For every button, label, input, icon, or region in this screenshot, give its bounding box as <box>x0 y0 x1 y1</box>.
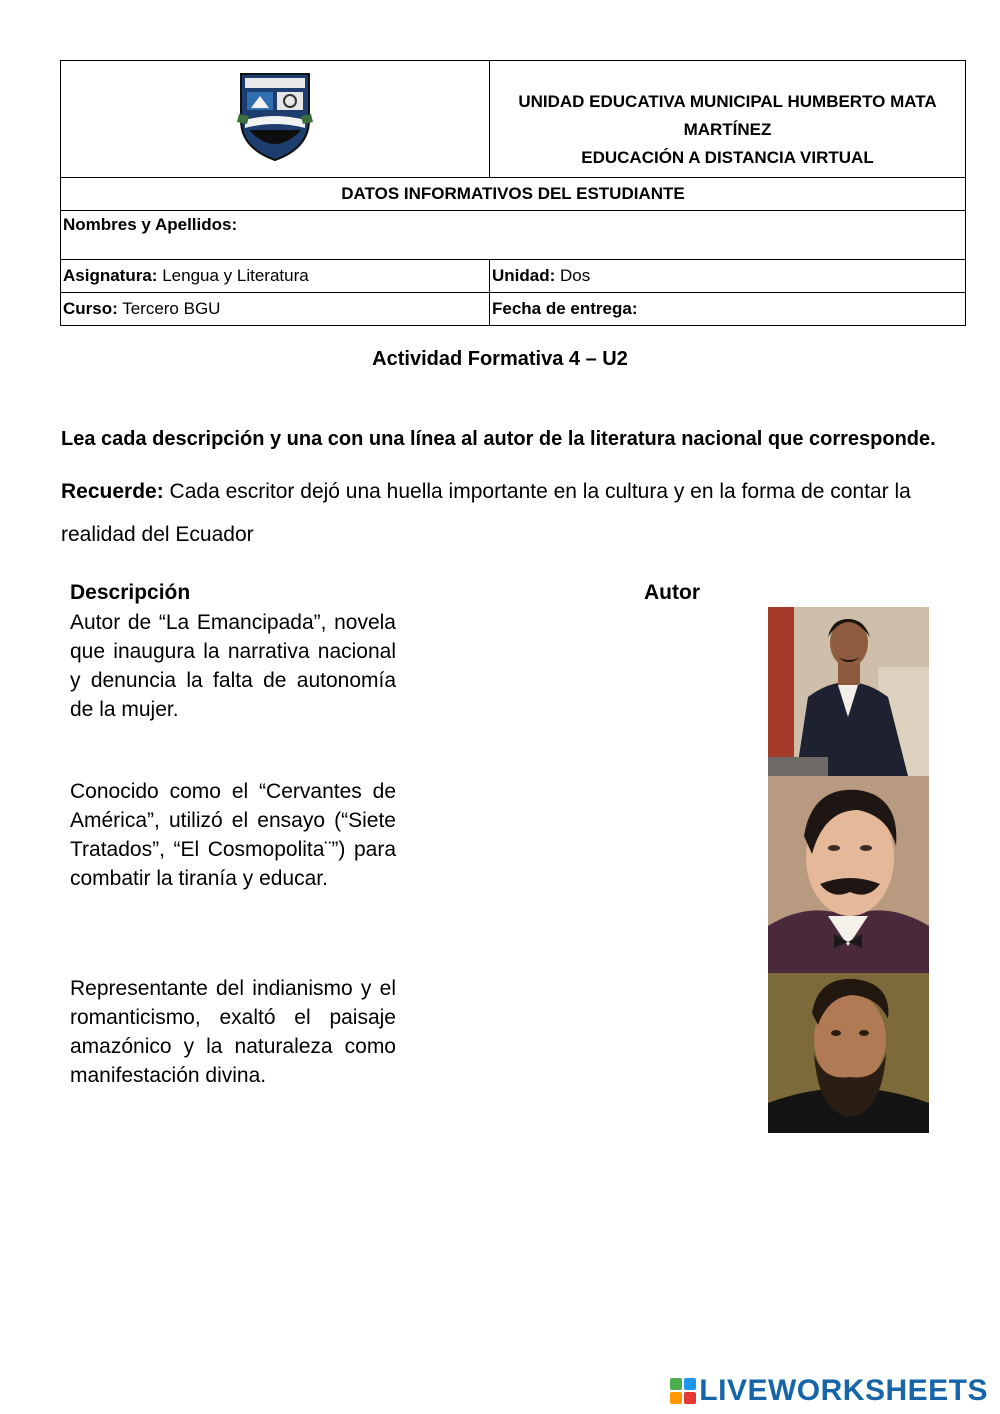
activity-title: Actividad Formativa 4 – U2 <box>372 348 628 370</box>
school-heading <box>490 61 966 178</box>
school-shield-logo <box>235 70 315 164</box>
subject-label: Asignatura: <box>63 266 158 285</box>
names-label: Nombres y Apellidos: <box>63 215 238 234</box>
school-logo-cell <box>61 61 490 178</box>
author-portrait[interactable] <box>768 776 929 973</box>
description-item[interactable]: Representante del indianismo y el romanticismo, exaltó el paisaje amazónico y la naturaleza como manifestación divina. <box>70 977 396 1087</box>
section-title: DATOS INFORMATIVOS DEL ESTUDIANTE <box>61 178 966 211</box>
names-field[interactable] <box>61 211 966 260</box>
author-column-header: Autor <box>644 581 700 604</box>
author-portrait[interactable] <box>768 973 929 1133</box>
description-column-header: Descripción <box>70 581 191 604</box>
reminder-label: Recuerde: <box>61 480 164 503</box>
date-label: Fecha de entrega: <box>492 299 638 318</box>
subject-value: Lengua y Literatura <box>162 266 309 285</box>
unit-cell <box>490 260 966 293</box>
program-name: EDUCACIÓN A DISTANCIA VIRTUAL <box>581 148 874 167</box>
unit-value: Dos <box>560 266 591 285</box>
subject-cell <box>61 260 490 293</box>
unit-label: Unidad: <box>492 266 556 285</box>
liveworksheets-brand <box>670 1374 988 1408</box>
reminder-text: Cada escritor dejó una huella importante en la cultura y en la forma de contar la realidad del Ecuador <box>61 480 911 546</box>
school-name: UNIDAD EDUCATIVA MUNICIPAL HUMBERTO MATA MARTÍNEZ <box>518 92 937 139</box>
description-item[interactable]: Conocido como el “Cervantes de América”, utilizó el ensayo (“Siete Tratados”, “El Cosmopolita¨”) para combatir la tiranía y educar. <box>70 780 396 890</box>
reminder <box>61 470 951 556</box>
course-cell <box>61 293 490 326</box>
instructions: Lea cada descripción y una con una línea al autor de la literatura nacional que corresponde. <box>61 428 936 450</box>
description-item[interactable]: Autor de “La Emancipada”, novela que inaugura la narrativa nacional y denuncia la falta de autonomía de la mujer. <box>70 611 396 721</box>
liveworksheets-logo-icon <box>670 1378 696 1404</box>
course-value: Tercero BGU <box>122 299 221 318</box>
author-portrait[interactable] <box>768 607 929 776</box>
student-info-table <box>60 60 966 326</box>
liveworksheets-text: LIVEWORKSHEETS <box>699 1374 988 1407</box>
date-field[interactable] <box>490 293 966 326</box>
course-label: Curso: <box>63 299 118 318</box>
